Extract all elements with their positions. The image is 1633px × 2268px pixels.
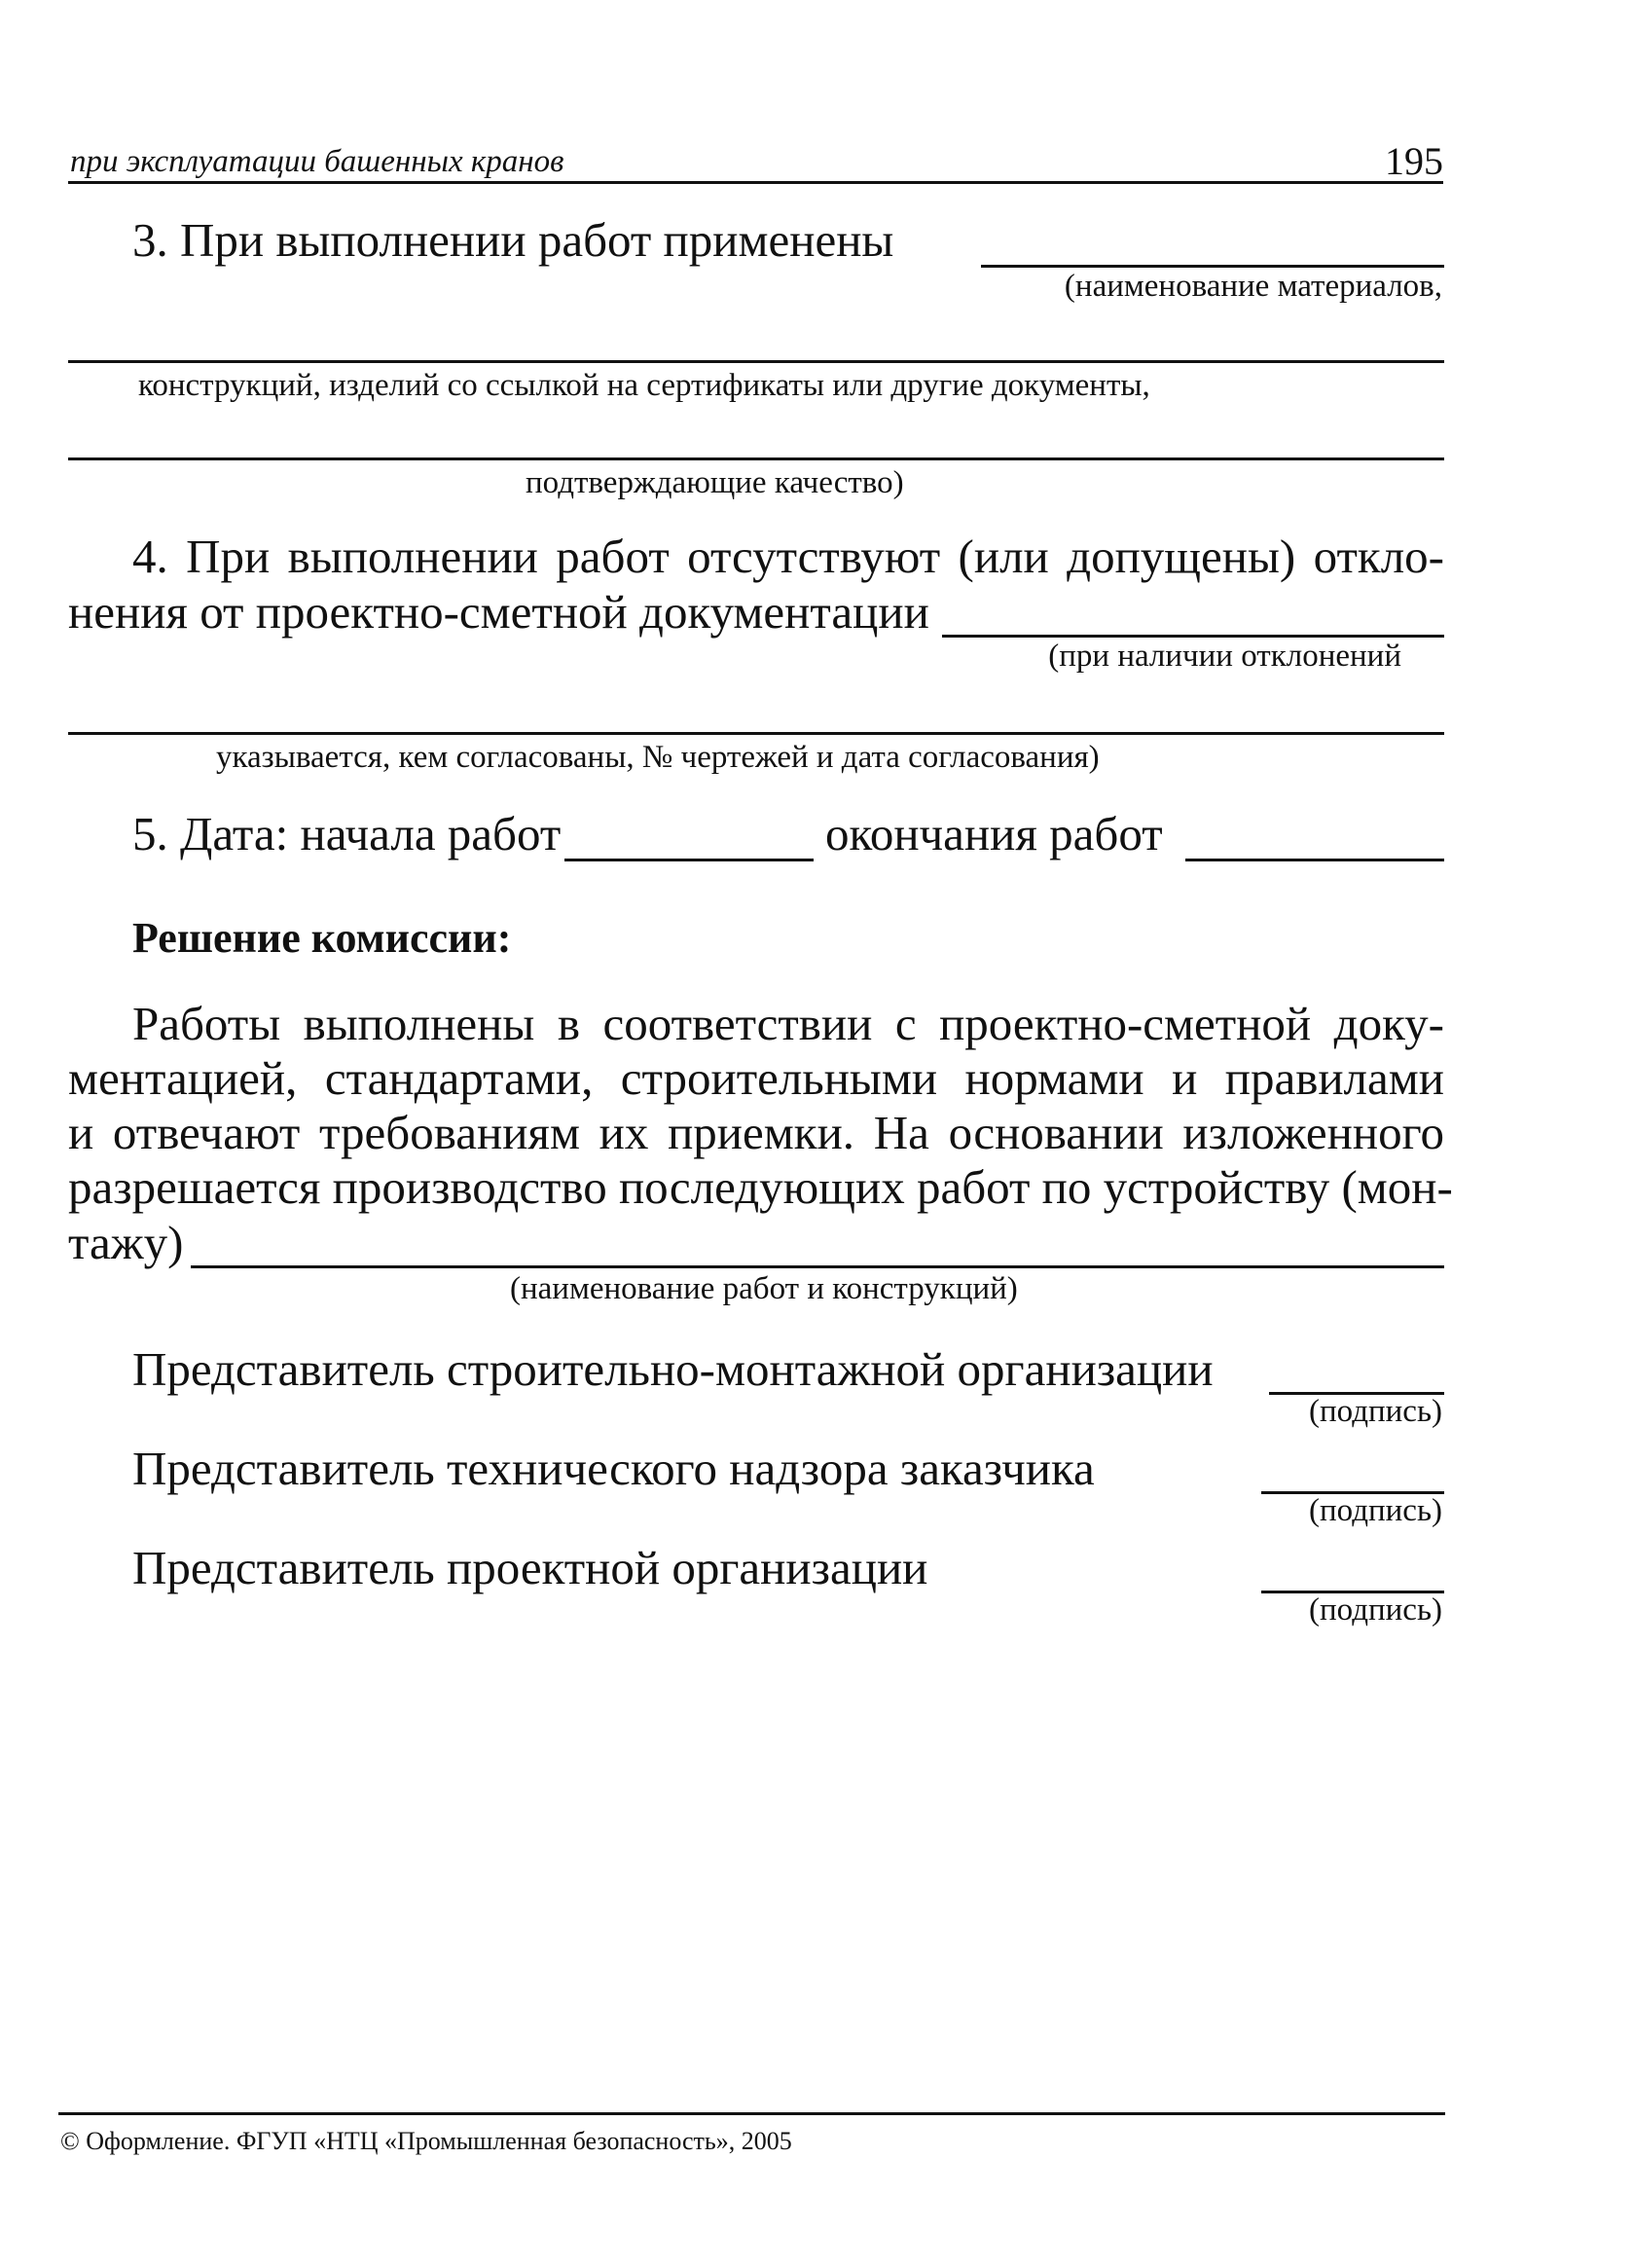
signature-label-construction: Представитель строительно-монтажной организации	[132, 1342, 1214, 1396]
decision-last-line: тажу)	[68, 1216, 184, 1269]
item-4-line-1: 4. При выполнении работ отсутствуют (или допущены) откло-	[132, 530, 1444, 583]
signature-hint-design: (подпись)	[1309, 1592, 1442, 1628]
item-3-fill-line-2	[68, 360, 1444, 363]
decision-paragraph	[68, 997, 1453, 1215]
page-number: 195	[1385, 139, 1443, 183]
item-3-fill-line-3	[68, 457, 1444, 460]
header-rule	[68, 181, 1443, 184]
decision-heading: Решение комиссии:	[132, 914, 512, 962]
decision-line-1: Работы выполнены в соответствии с проектно-сметной доку-	[132, 997, 1444, 1050]
item-4-paragraph	[68, 530, 1444, 584]
item-5-start-label: 5. Дата: начала работ	[132, 807, 562, 860]
item-5-end-fill-line	[1185, 859, 1444, 861]
item-3-hint-3: подтверждающие качество)	[526, 465, 904, 500]
item-3-hint-2: конструкций, изделий со ссылкой на сертификаты или другие документы,	[138, 368, 1150, 403]
item-4-hint-1: (при наличии отклонений	[1048, 639, 1401, 674]
item-4-hint-2: указывается, кем согласованы, № чертежей и дата согласования)	[216, 740, 1100, 775]
item-4-line-2: нения от проектно-сметной документации	[68, 585, 929, 639]
decision-line-3: и отвечают требованиям их приемки. На основании изложенного	[68, 1106, 1444, 1159]
signature-hint-supervision: (подпись)	[1309, 1493, 1442, 1528]
item-4-fill-line	[942, 635, 1444, 638]
item-5-end-label: окончания работ	[825, 807, 1163, 860]
decision-hint: (наименование работ и конструкций)	[510, 1271, 1018, 1306]
footer-rule	[58, 2112, 1445, 2115]
footer-copyright: © Оформление. ФГУП «НТЦ «Промышленная безопасность», 2005	[60, 2127, 792, 2155]
signature-hint-construction: (подпись)	[1309, 1394, 1442, 1429]
item-5-start-fill-line	[564, 859, 814, 861]
running-head: при эксплуатации башенных кранов	[70, 144, 564, 179]
decision-line-4: разрешается производство последующих работ по устройству (мон-	[68, 1160, 1453, 1214]
item-3-hint-1: (наименование материалов,	[1064, 269, 1442, 304]
signature-label-supervision: Представитель технического надзора заказчика	[132, 1442, 1095, 1495]
signature-label-design: Представитель проектной организации	[132, 1541, 928, 1594]
item-3-fill-line	[981, 265, 1444, 268]
decision-fill-line	[191, 1265, 1444, 1268]
decision-line-2: ментацией, стандартами, строительными нормами и правилами	[68, 1051, 1444, 1105]
item-3-text: 3. При выполнении работ применены	[132, 213, 894, 267]
item-4-fill-line-2	[68, 732, 1444, 735]
